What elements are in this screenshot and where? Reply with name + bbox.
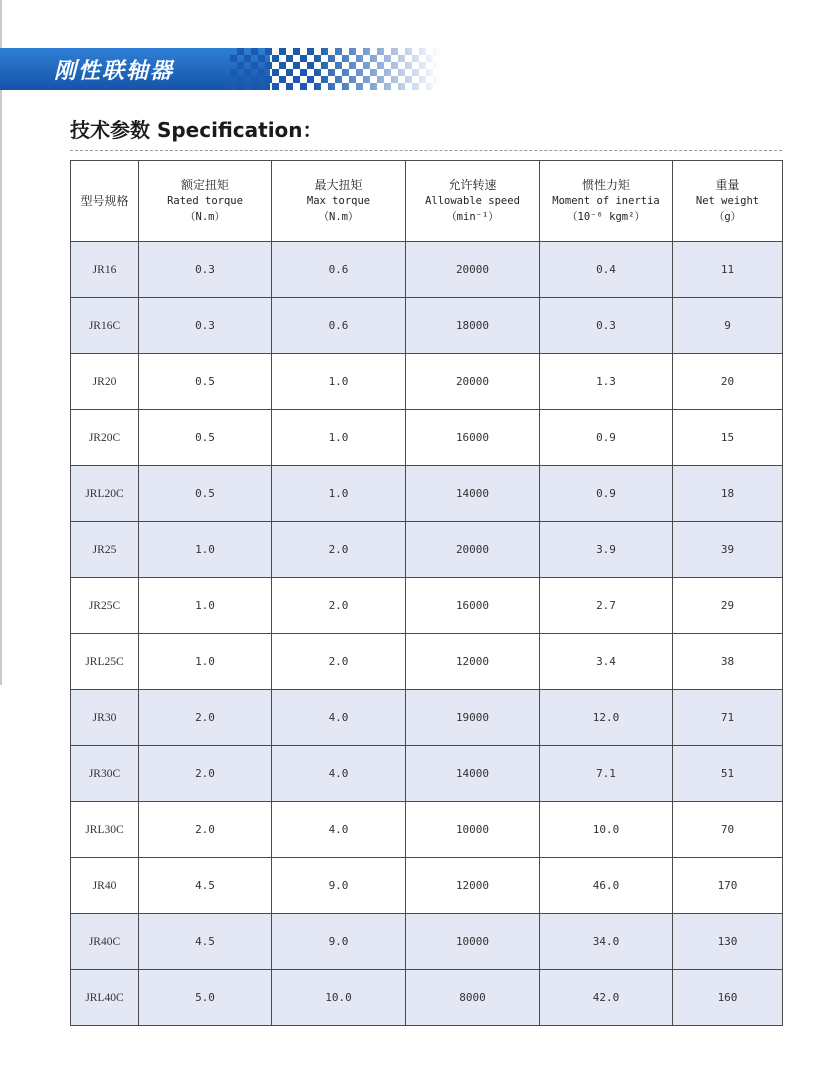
table-row bbox=[71, 690, 783, 746]
table-row bbox=[71, 410, 783, 466]
model-cell: JRL20C bbox=[71, 466, 139, 522]
header-row bbox=[71, 161, 783, 242]
value-cell: 3.9 bbox=[540, 522, 673, 578]
spec-title: 技术参数 Specification： bbox=[70, 118, 323, 142]
model-cell: JR30C bbox=[71, 746, 139, 802]
header-en: Allowable speed bbox=[425, 195, 520, 207]
value-cell: 0.4 bbox=[540, 242, 673, 298]
value-cell: 0.3 bbox=[139, 298, 272, 354]
header-en: Max torque bbox=[306, 195, 371, 207]
value-cell: 1.0 bbox=[139, 634, 272, 690]
model-cell: JRL40C bbox=[71, 970, 139, 1026]
value-cell: 2.0 bbox=[272, 634, 406, 690]
value-cell: 1.0 bbox=[139, 522, 272, 578]
value-cell: 29 bbox=[673, 578, 783, 634]
header-unit: （10⁻⁶ kgm²） bbox=[567, 211, 645, 223]
value-cell: 16000 bbox=[406, 410, 540, 466]
header-unit: （g） bbox=[713, 211, 742, 223]
model-cell: JR25 bbox=[71, 522, 139, 578]
value-cell: 9 bbox=[673, 298, 783, 354]
value-cell: 42.0 bbox=[540, 970, 673, 1026]
value-cell: 2.0 bbox=[139, 746, 272, 802]
value-cell: 1.3 bbox=[540, 354, 673, 410]
value-cell: 4.0 bbox=[272, 746, 406, 802]
value-cell: 51 bbox=[673, 746, 783, 802]
table-row bbox=[71, 914, 783, 970]
value-cell: 18000 bbox=[406, 298, 540, 354]
model-cell: JR20C bbox=[71, 410, 139, 466]
spec-table-header bbox=[71, 161, 783, 242]
table-row bbox=[71, 858, 783, 914]
value-cell: 0.3 bbox=[540, 298, 673, 354]
value-cell: 14000 bbox=[406, 466, 540, 522]
value-cell: 12000 bbox=[406, 858, 540, 914]
header-cn: 额定扭矩 bbox=[180, 178, 229, 192]
value-cell: 4.5 bbox=[139, 858, 272, 914]
value-cell: 4.5 bbox=[139, 914, 272, 970]
header-cell bbox=[71, 161, 139, 242]
dashed-divider bbox=[70, 150, 782, 151]
model-cell: JR25C bbox=[71, 578, 139, 634]
header-banner bbox=[0, 48, 440, 90]
value-cell: 10.0 bbox=[272, 970, 406, 1026]
value-cell: 12000 bbox=[406, 634, 540, 690]
header-unit: （N.m） bbox=[185, 211, 225, 223]
model-cell: JRL30C bbox=[71, 802, 139, 858]
header-cell bbox=[673, 161, 783, 242]
value-cell: 4.0 bbox=[272, 690, 406, 746]
value-cell: 46.0 bbox=[540, 858, 673, 914]
table-row bbox=[71, 298, 783, 354]
header-en: Net weight bbox=[695, 195, 760, 207]
table-row bbox=[71, 354, 783, 410]
header-cell bbox=[540, 161, 673, 242]
value-cell: 1.0 bbox=[139, 578, 272, 634]
value-cell: 20000 bbox=[406, 242, 540, 298]
table-row bbox=[71, 578, 783, 634]
value-cell: 20000 bbox=[406, 354, 540, 410]
header-cn: 型号规格 bbox=[80, 194, 129, 208]
value-cell: 34.0 bbox=[540, 914, 673, 970]
value-cell: 0.9 bbox=[540, 466, 673, 522]
table-row bbox=[71, 634, 783, 690]
table-row bbox=[71, 746, 783, 802]
value-cell: 19000 bbox=[406, 690, 540, 746]
table-row bbox=[71, 522, 783, 578]
value-cell: 39 bbox=[673, 522, 783, 578]
value-cell: 1.0 bbox=[272, 354, 406, 410]
header-cn: 最大扭矩 bbox=[314, 178, 363, 192]
value-cell: 7.1 bbox=[540, 746, 673, 802]
value-cell: 9.0 bbox=[272, 858, 406, 914]
value-cell: 4.0 bbox=[272, 802, 406, 858]
value-cell: 70 bbox=[673, 802, 783, 858]
value-cell: 20 bbox=[673, 354, 783, 410]
header-cn: 惯性力矩 bbox=[581, 178, 630, 192]
header-en: Rated torque bbox=[167, 195, 243, 207]
model-cell: JR16C bbox=[71, 298, 139, 354]
value-cell: 10000 bbox=[406, 802, 540, 858]
value-cell: 9.0 bbox=[272, 914, 406, 970]
value-cell: 170 bbox=[673, 858, 783, 914]
value-cell: 10000 bbox=[406, 914, 540, 970]
value-cell: 2.0 bbox=[139, 802, 272, 858]
table-row bbox=[71, 970, 783, 1026]
spec-table bbox=[70, 160, 783, 1026]
table-row bbox=[71, 802, 783, 858]
value-cell: 0.5 bbox=[139, 410, 272, 466]
value-cell: 20000 bbox=[406, 522, 540, 578]
value-cell: 2.0 bbox=[139, 690, 272, 746]
value-cell: 1.0 bbox=[272, 466, 406, 522]
value-cell: 0.6 bbox=[272, 242, 406, 298]
value-cell: 18 bbox=[673, 466, 783, 522]
value-cell: 16000 bbox=[406, 578, 540, 634]
value-cell: 11 bbox=[673, 242, 783, 298]
table-row bbox=[71, 466, 783, 522]
model-cell: JR40 bbox=[71, 858, 139, 914]
value-cell: 0.6 bbox=[272, 298, 406, 354]
model-cell: JR40C bbox=[71, 914, 139, 970]
value-cell: 0.5 bbox=[139, 466, 272, 522]
value-cell: 14000 bbox=[406, 746, 540, 802]
header-cell bbox=[139, 161, 272, 242]
value-cell: 15 bbox=[673, 410, 783, 466]
value-cell: 10.0 bbox=[540, 802, 673, 858]
value-cell: 2.0 bbox=[272, 578, 406, 634]
value-cell: 160 bbox=[673, 970, 783, 1026]
header-cn: 重量 bbox=[715, 178, 740, 192]
model-cell: JRL25C bbox=[71, 634, 139, 690]
header-cell bbox=[406, 161, 540, 242]
value-cell: 0.3 bbox=[139, 242, 272, 298]
value-cell: 130 bbox=[673, 914, 783, 970]
table-row bbox=[71, 242, 783, 298]
value-cell: 0.5 bbox=[139, 354, 272, 410]
model-cell: JR16 bbox=[71, 242, 139, 298]
model-cell: JR30 bbox=[71, 690, 139, 746]
header-unit: （N.m） bbox=[318, 211, 359, 223]
value-cell: 2.0 bbox=[272, 522, 406, 578]
model-cell: JR20 bbox=[71, 354, 139, 410]
value-cell: 12.0 bbox=[540, 690, 673, 746]
value-cell: 0.9 bbox=[540, 410, 673, 466]
banner-title: 刚性联轴器 bbox=[54, 59, 175, 84]
value-cell: 71 bbox=[673, 690, 783, 746]
left-margin-rule bbox=[0, 0, 2, 685]
spec-table-body bbox=[71, 242, 783, 1026]
value-cell: 2.7 bbox=[540, 578, 673, 634]
value-cell: 38 bbox=[673, 634, 783, 690]
value-cell: 1.0 bbox=[272, 410, 406, 466]
value-cell: 8000 bbox=[406, 970, 540, 1026]
header-cn: 允许转速 bbox=[448, 178, 497, 192]
header-unit: （min⁻¹） bbox=[446, 211, 499, 223]
value-cell: 5.0 bbox=[139, 970, 272, 1026]
header-en: Moment of inertia bbox=[552, 195, 660, 207]
value-cell: 3.4 bbox=[540, 634, 673, 690]
banner-checker-pattern bbox=[230, 48, 440, 90]
header-cell bbox=[272, 161, 406, 242]
